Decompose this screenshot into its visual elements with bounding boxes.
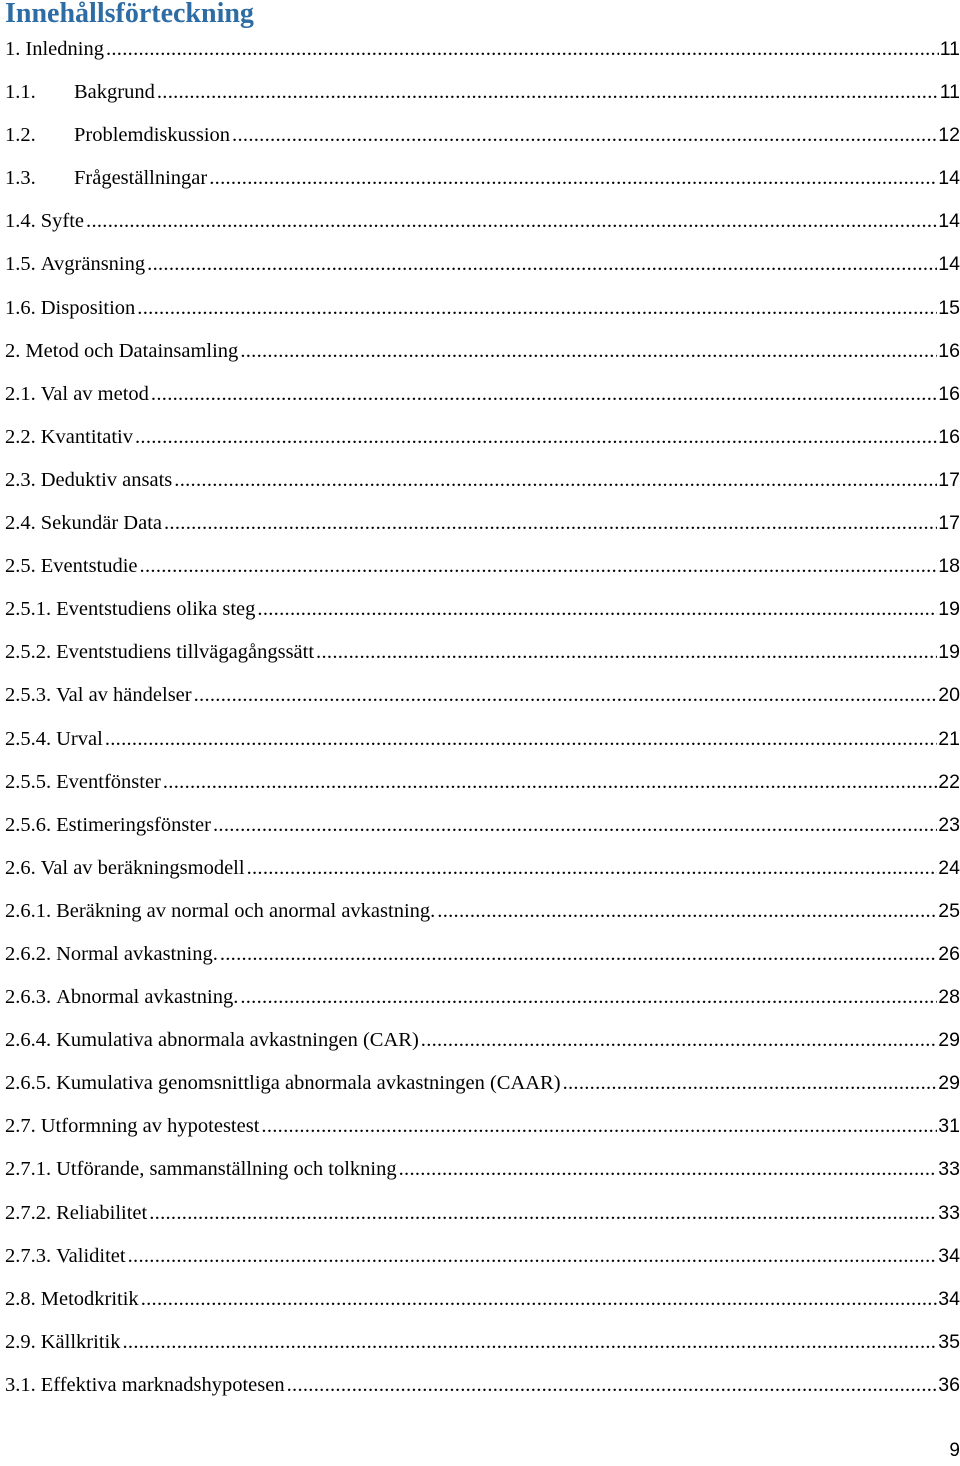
toc-entry-number: 1. [5,38,21,60]
toc-entry[interactable] [5,373,960,416]
dot-leader [141,1278,938,1321]
toc-entry-number: 2.6.3. [5,986,52,1009]
toc-entry-page: 23 [938,813,960,836]
toc-entry-page: 15 [938,296,960,319]
toc-entry-title: Effektiva marknadshypotesen [40,1373,285,1396]
toc-entry-page: 33 [938,1201,960,1224]
toc-entry[interactable] [5,1278,960,1321]
toc-entry-number: 1.2. [5,124,36,147]
toc-entry-page: 12 [938,124,960,147]
dot-leader [106,28,939,71]
toc-entry[interactable] [5,28,960,71]
toc-entry-page: 28 [938,986,960,1009]
toc-entry[interactable] [5,674,960,717]
dot-leader [140,545,938,588]
toc-entry-number: 1.4. [5,210,36,233]
dot-leader [149,1192,937,1235]
toc-entry[interactable] [5,847,960,890]
toc-entry[interactable] [5,157,960,200]
toc-entry-page: 22 [938,770,960,793]
toc-entry-number: 2.5.5. [5,770,52,793]
dot-leader [437,890,937,933]
page-number: 9 [949,1440,960,1461]
toc-entry[interactable] [5,71,960,114]
dot-leader [194,674,938,717]
toc-entry-title: Urval [56,727,103,750]
dot-leader [105,718,937,761]
dot-leader [164,502,937,545]
toc-entry[interactable] [5,761,960,804]
toc-entry-page: 14 [938,210,960,233]
toc-entry-number: 3.1. [5,1373,36,1396]
toc-entry-page: 31 [938,1115,960,1138]
toc-entry-title: Utformning av hypotestest [40,1115,260,1138]
dot-leader [399,1148,938,1191]
toc-entry[interactable] [5,545,960,588]
toc-entry-page: 29 [938,1029,960,1052]
toc-entry-number: 2.4. [5,512,36,535]
toc-entry[interactable] [5,1321,960,1364]
dot-leader [209,157,937,200]
toc-entry-number: 2.3. [5,468,36,491]
toc-entry-title: Inledning [25,38,104,60]
toc-entry[interactable] [5,1148,960,1191]
dot-leader [137,287,937,330]
toc-entry[interactable] [5,287,960,330]
toc-entry-page: 17 [938,468,960,491]
dot-leader [316,631,937,674]
toc-entry-page: 34 [938,1287,960,1310]
dot-leader [563,1062,938,1105]
dot-leader [135,416,937,459]
toc-entry-title: Eventstudiens olika steg [56,598,256,621]
toc-entry-page: 25 [938,899,960,922]
dot-leader [163,761,937,804]
toc-entry[interactable] [5,1364,960,1407]
toc-entry-title: Beräkning av normal och anormal avkastning. [56,899,436,922]
dot-leader [147,243,937,286]
toc-heading: Innehållsförteckning [5,0,254,29]
toc-entry-title: Deduktiv ansats [40,468,173,491]
toc-entry-title: Reliabilitet [56,1201,148,1224]
toc-entry[interactable] [5,416,960,459]
toc-entry-page: 11 [939,81,960,104]
toc-entry[interactable] [5,502,960,545]
toc-entry-page: 24 [938,856,960,879]
toc-entry-page: 19 [938,598,960,621]
toc-entry-page: 16 [938,339,960,362]
toc-entry-page: 36 [938,1373,960,1396]
toc-entry-page: 34 [938,1244,960,1267]
toc-entry[interactable] [5,976,960,1019]
toc-entry-title: Syfte [40,210,85,233]
toc-entry-number: 2.6.2. [5,942,52,965]
toc-entry-number: 2.5.2. [5,641,52,664]
toc-entry[interactable] [5,890,960,933]
toc-entry-title: Val av händelser [56,684,192,707]
toc-entry[interactable] [5,1105,960,1148]
toc-entry-number: 2.6.1. [5,899,52,922]
toc-entry-number: 2.7.1. [5,1158,52,1181]
dot-leader [86,200,937,243]
toc-entry-title: Metod och Datainsamling [25,339,239,362]
dot-leader [157,71,939,114]
toc-entry-title: Abnormal avkastning. [56,986,239,1009]
toc-entry[interactable] [5,1062,960,1105]
toc-entry-title: Källkritik [40,1330,121,1353]
toc-entry-page: 17 [938,512,960,535]
toc-entry-number: 2.5. [5,555,36,578]
toc-entry-title: Val av beräkningsmodell [40,856,245,879]
dot-leader [220,933,937,976]
dot-leader [421,1019,938,1062]
toc-entry-page: 33 [938,1158,960,1181]
toc-entry-number: 2.5.1. [5,598,52,621]
toc-entry-number: 2.5.3. [5,684,52,707]
dot-leader [232,114,937,157]
toc-entry[interactable] [5,459,960,502]
toc-entry-page: 21 [938,727,960,750]
toc-entry-page: 26 [938,942,960,965]
toc-entry-title: Bakgrund [74,81,155,104]
toc-entry-title: Problemdiskussion [74,124,231,147]
toc-entry-title: Utförande, sammanställning och tolkning [56,1158,397,1181]
toc-entry-title: Eventfönster [56,770,161,793]
dot-leader [213,804,937,847]
toc-entry-number: 2.7. [5,1115,36,1138]
toc-entry-title: Kumulativa abnormala avkastningen (CAR) [56,1029,419,1052]
toc-entry-number: 2.8. [5,1287,36,1310]
toc-entry-number: 2.5.4. [5,727,52,750]
toc-entry-page: 16 [938,382,960,405]
toc-entry-title: Sekundär Data [40,512,162,535]
dot-leader [240,976,937,1019]
toc-entry[interactable] [5,330,960,373]
dot-leader [287,1364,938,1407]
dot-leader [174,459,937,502]
toc-entry-number: 2.6.4. [5,1029,52,1052]
toc-entry-title: Avgränsning [40,253,146,276]
toc-entry[interactable] [5,588,960,631]
toc-entry[interactable] [5,1235,960,1278]
dot-leader [261,1105,937,1148]
toc-entry-title: Frågeställningar [74,167,208,190]
dot-leader [128,1235,938,1278]
toc-entry-page: 14 [938,253,960,276]
toc-entry-number: 1.3. [5,167,36,190]
toc-entry[interactable] [5,114,960,157]
toc-entry-number: 2.9. [5,1330,36,1353]
toc-entry-page: 19 [938,641,960,664]
toc-entry[interactable] [5,1019,960,1062]
toc-entry-number: 2.7.2. [5,1201,52,1224]
toc-entry-number: 1.1. [5,81,36,104]
dot-leader [122,1321,937,1364]
toc-entry-number: 2.1. [5,382,36,405]
toc-entry-page: 16 [938,425,960,448]
toc-entry-number: 2.2. [5,425,36,448]
toc-entry-title: Val av metod [40,382,149,405]
toc-entry-page: 29 [938,1072,960,1095]
toc-entry-number: 2. [5,339,21,362]
toc-entry[interactable] [5,243,960,286]
toc-entry-title: Kvantitativ [40,425,133,448]
toc-entry-page: 20 [938,684,960,707]
toc-entry-page: 18 [938,555,960,578]
toc-entry-title: Eventstudiens tillvägagångssätt [56,641,315,664]
toc-entry[interactable] [5,1192,960,1235]
toc-entry-number: 1.6. [5,296,36,319]
toc-entry-title: Metodkritik [40,1287,139,1310]
toc-entry-page: 11 [939,38,960,60]
toc-list [5,28,960,1407]
toc-entry-number: 2.7.3. [5,1244,52,1267]
dot-leader [240,330,937,373]
toc-entry-title: Eventstudie [40,555,138,578]
toc-entry-title: Normal avkastning. [56,942,218,965]
toc-entry[interactable] [5,200,960,243]
toc-entry-title: Disposition [40,296,136,319]
dot-leader [151,373,937,416]
toc-entry[interactable] [5,933,960,976]
toc-entry-page: 35 [938,1330,960,1353]
toc-entry-title: Validitet [56,1244,126,1267]
toc-entry[interactable] [5,631,960,674]
toc-entry-number: 1.5. [5,253,36,276]
dot-leader [257,588,937,631]
toc-entry[interactable] [5,804,960,847]
toc-entry-number: 2.6. [5,856,36,879]
toc-entry-page: 14 [938,167,960,190]
toc-entry[interactable] [5,718,960,761]
toc-entry-number: 2.6.5. [5,1072,52,1095]
toc-entry-title: Estimeringsfönster [56,813,211,836]
toc-entry-number: 2.5.6. [5,813,52,836]
toc-entry-title: Kumulativa genomsnittliga abnormala avkastningen (CAAR) [56,1072,561,1095]
dot-leader [247,847,938,890]
